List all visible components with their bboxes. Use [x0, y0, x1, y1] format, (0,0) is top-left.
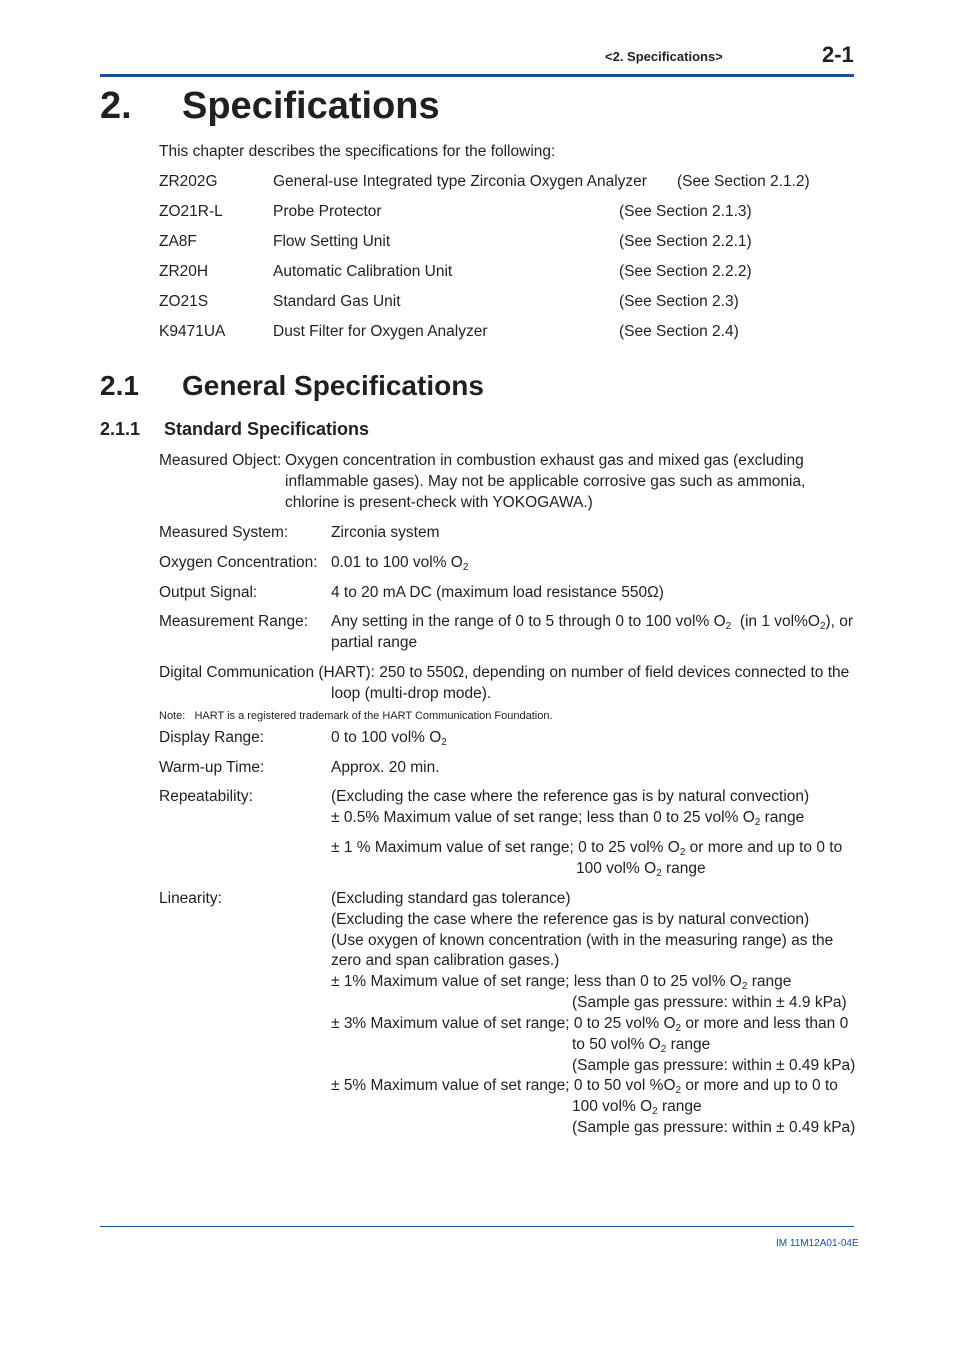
- model-name: Standard Gas Unit: [273, 293, 401, 310]
- running-header: <2. Specifications>: [605, 49, 723, 64]
- page-number: 2-1: [822, 42, 854, 67]
- chapter-number: 2.: [100, 85, 132, 127]
- spec-value: ± 1 % Maximum value of set range; 0 to 25 vol% $O_2$ or more and up to 0 to: [331, 839, 843, 858]
- model-name: Automatic Calibration Unit: [273, 263, 453, 280]
- spec-value: Any setting in the range of 0 to 5 through 0 to 100 vol% $O_2$ (in 1 $vol\%O_2$), or: [331, 613, 854, 632]
- intro-text: This chapter describes the specifications for the following:: [159, 143, 556, 160]
- model-ref: (See Section 2.3): [619, 293, 739, 310]
- model-name: Flow Setting Unit: [273, 233, 391, 250]
- chapter-title: Specifications: [182, 85, 440, 127]
- model-code: ZO21S: [159, 293, 209, 310]
- footer-rule: [100, 1226, 854, 1227]
- model-code: ZR202G: [159, 173, 218, 190]
- spec-value: (Sample gas pressure: within ± 0.49 kPa): [572, 1057, 856, 1074]
- spec-value: ± 5% Maximum value of set range; 0 to 50 vol $\%O_2$ or more and up to 0 to: [331, 1077, 838, 1096]
- spec-value: chlorine is present-check with YOKOGAWA.): [285, 494, 593, 511]
- spec-label: Output Signal:: [159, 584, 258, 601]
- spec-value: to 50 vol% $O_2$ range: [572, 1036, 711, 1055]
- spec-value: 4 to 20 mA DC (maximum load resistance 550Ω): [331, 584, 664, 601]
- spec-label: Measured System:: [159, 524, 289, 541]
- spec-label: Repeatability:: [159, 788, 253, 805]
- spec-value: 100 vol% $O_2$ range: [572, 1098, 702, 1117]
- spec-label: Linearity:: [159, 890, 222, 907]
- spec-digital-comm: Digital Communication (HART): 250 to 550Ω, depending on number of field devices connected to the: [159, 664, 850, 681]
- spec-value: Approx. 20 min.: [331, 759, 440, 776]
- spec-value: partial range: [331, 634, 418, 651]
- subsection-title: Standard Specifications: [164, 419, 370, 439]
- subsection-number: 2.1.1: [100, 419, 141, 439]
- spec-value: Oxygen concentration in combustion exhaust gas and mixed gas (excluding: [285, 452, 804, 469]
- spec-label: Measurement Range:: [159, 613, 309, 630]
- spec-value: (Excluding standard gas tolerance): [331, 890, 571, 907]
- spec-label: Oxygen Concentration:: [159, 554, 318, 571]
- spec-label: Display Range:: [159, 729, 265, 746]
- model-ref: (See Section 2.4): [619, 323, 739, 340]
- model-name: Dust Filter for Oxygen Analyzer: [273, 323, 488, 340]
- spec-value: zero and span calibration gases.): [331, 952, 560, 969]
- spec-label: Measured Object:: [159, 452, 282, 469]
- model-ref: (See Section 2.1.2): [677, 173, 810, 190]
- spec-value: Zirconia system: [331, 524, 440, 541]
- spec-value: (Use oxygen of known concentration (with in the measuring range) as the: [331, 932, 834, 949]
- spec-value: loop (multi-drop mode).: [331, 685, 492, 702]
- model-name: Probe Protector: [273, 203, 382, 220]
- spec-label: Warm-up Time:: [159, 759, 265, 776]
- model-name: General-use Integrated type Zirconia Oxygen Analyzer: [273, 173, 647, 190]
- header-rule: [100, 74, 854, 77]
- model-ref: (See Section 2.2.1): [619, 233, 752, 250]
- spec-value: (Sample gas pressure: within ± 4.9 kPa): [572, 994, 847, 1011]
- spec-value: ± 1% Maximum value of set range; less than 0 to 25 vol% $O_2$ range: [331, 973, 792, 992]
- spec-value: 0 to 100 vol% $O_2$: [331, 729, 447, 748]
- model-code: ZA8F: [159, 233, 197, 250]
- spec-value: inflammable gases). May not be applicable corrosive gas such as ammonia,: [285, 473, 806, 490]
- note-text: Note: HART is a registered trademark of the HART Communication Foundation.: [159, 710, 553, 722]
- document-id: IM 11M12A01-04E: [776, 1238, 859, 1249]
- spec-value: (Excluding the case where the reference gas is by natural convection): [331, 788, 810, 805]
- section-number: 2.1: [100, 370, 139, 401]
- model-code: ZO21R-L: [159, 203, 223, 220]
- model-ref: (See Section 2.2.2): [619, 263, 752, 280]
- spec-value: ± 0.5% Maximum value of set range; less than 0 to 25 vol% $O_2$ range: [331, 809, 805, 828]
- model-code: ZR20H: [159, 263, 209, 280]
- model-ref: (See Section 2.1.3): [619, 203, 752, 220]
- model-code: K9471UA: [159, 323, 226, 340]
- spec-value: ± 3% Maximum value of set range; 0 to 25 vol% $O_2$ or more and less than 0: [331, 1015, 849, 1034]
- spec-value: 100 vol% $O_2$ range: [576, 860, 706, 879]
- spec-value: 0.01 to 100 vol% $O_2$: [331, 554, 469, 573]
- spec-value: (Excluding the case where the reference gas is by natural convection): [331, 911, 810, 928]
- spec-value: (Sample gas pressure: within ± 0.49 kPa): [572, 1119, 856, 1136]
- section-title: General Specifications: [182, 370, 484, 401]
